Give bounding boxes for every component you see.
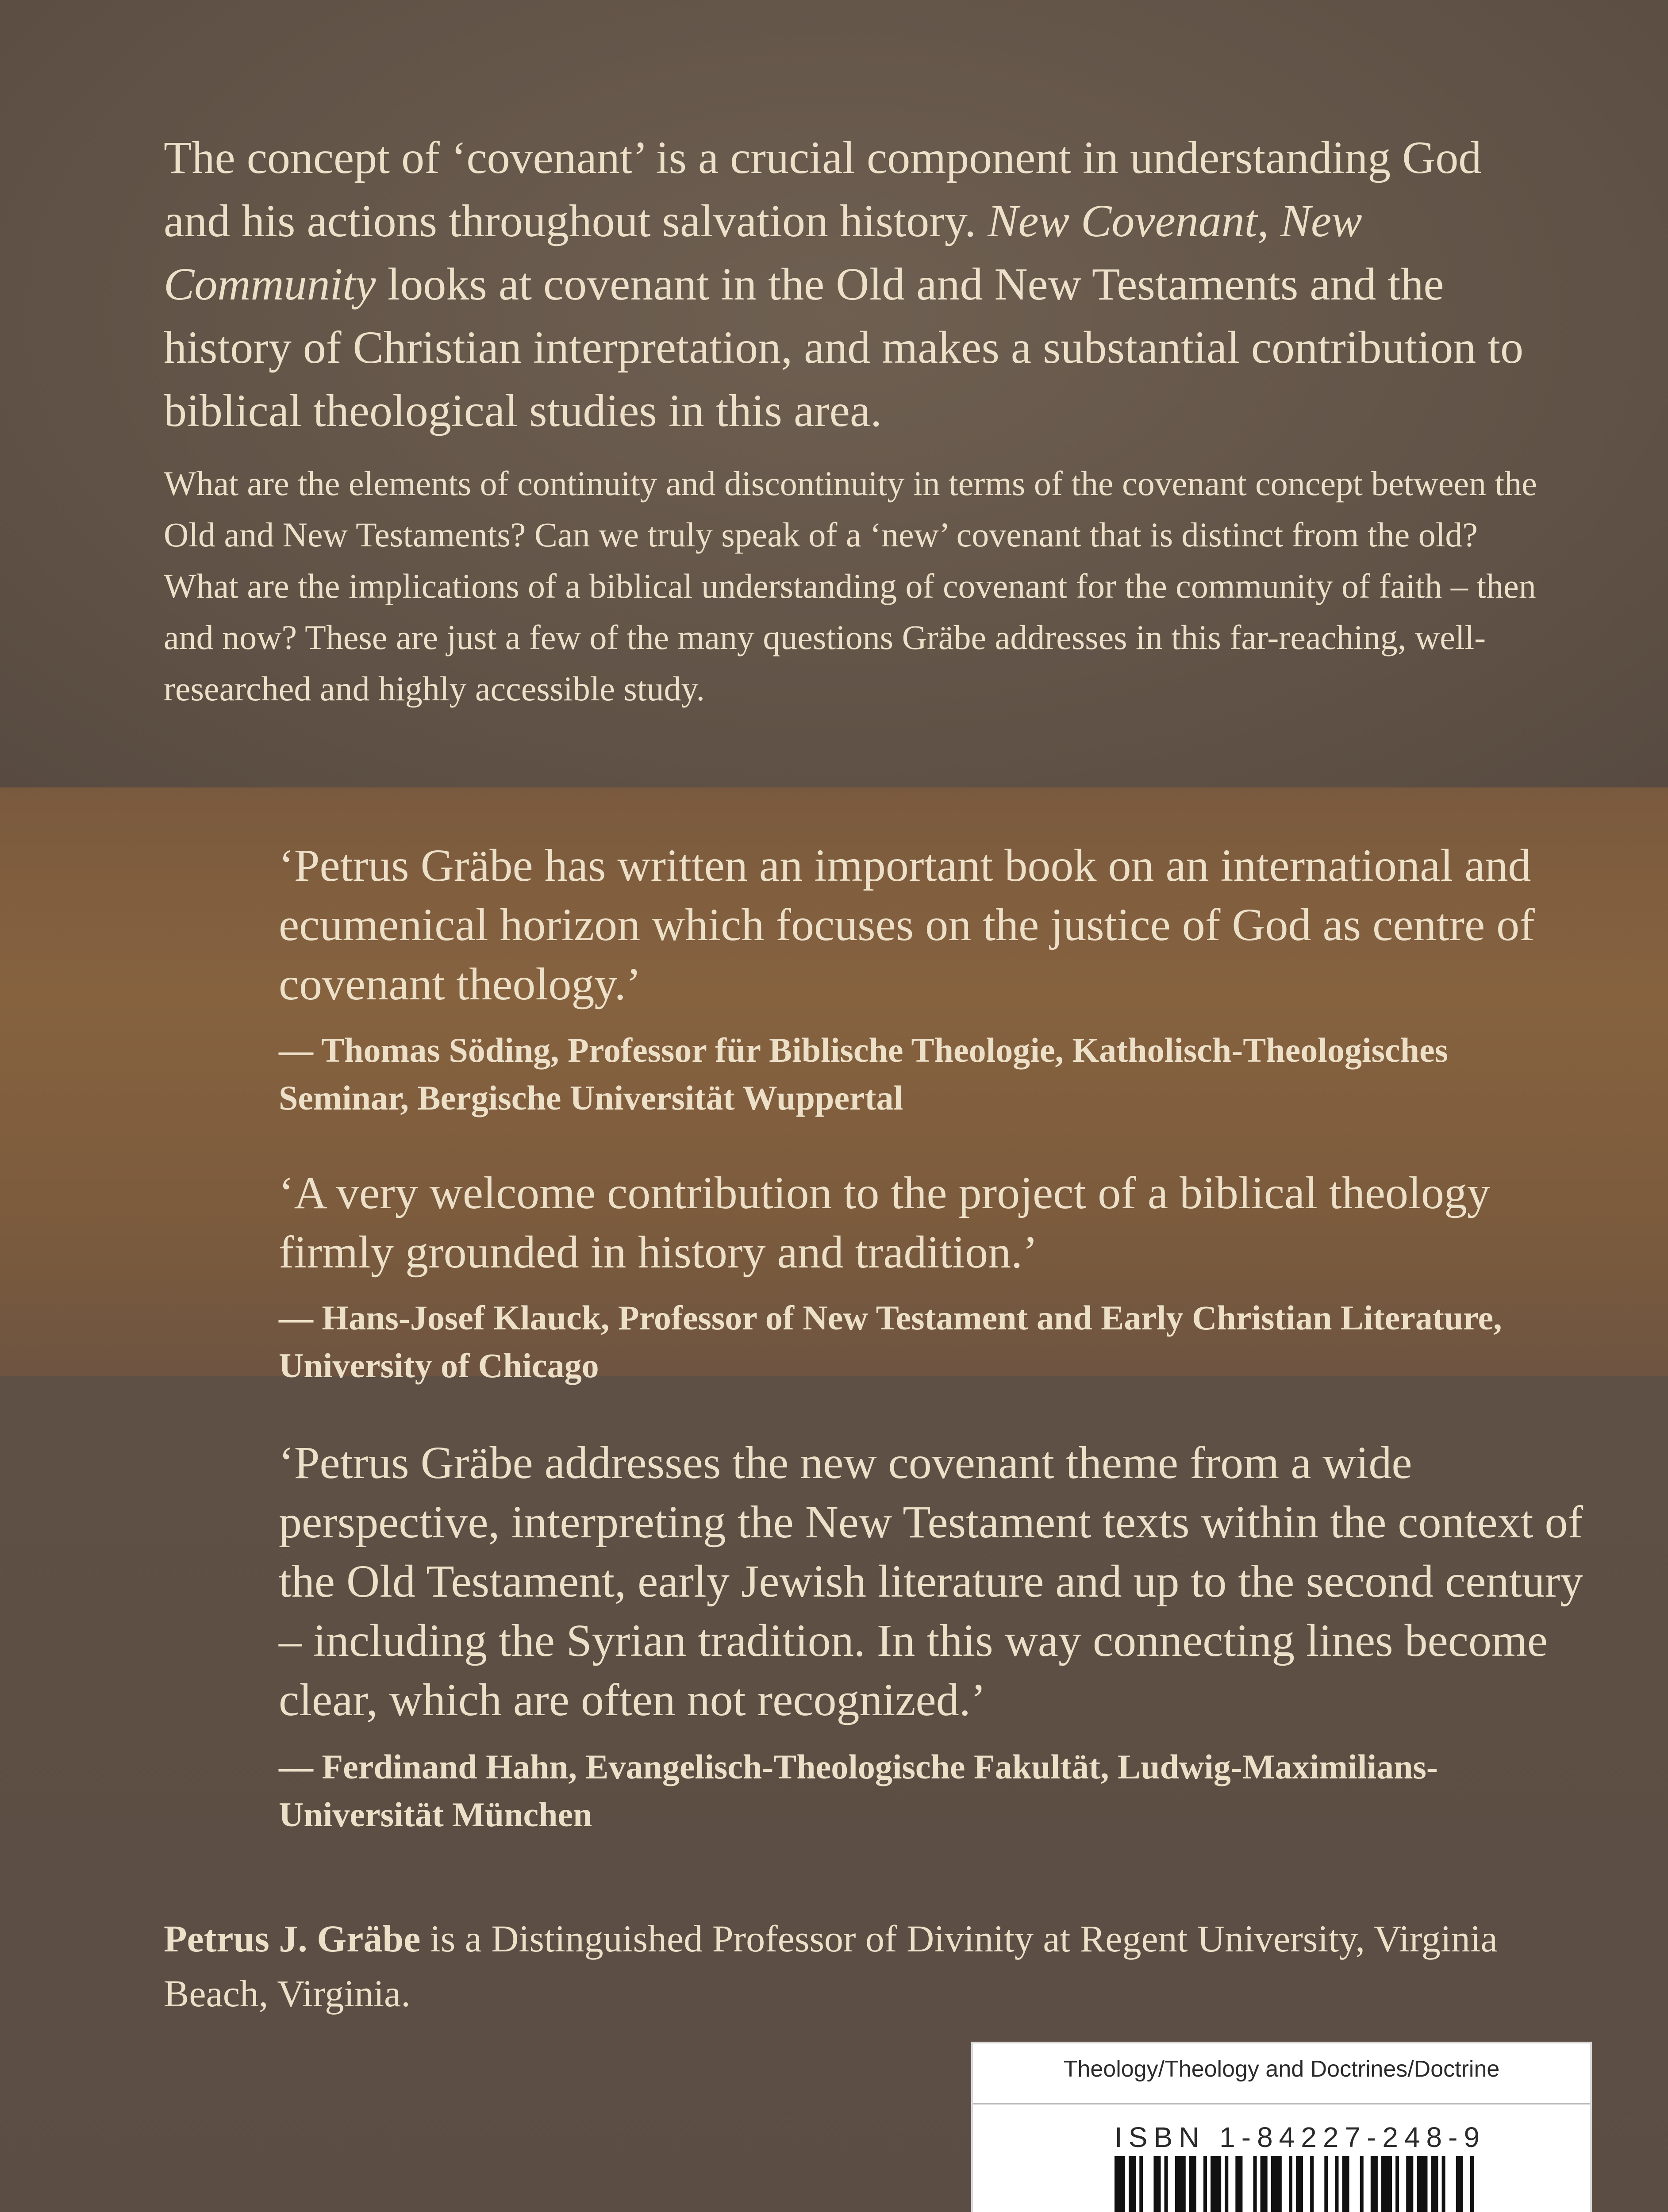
barcode-bar <box>1175 2156 1186 2212</box>
endorsement-attribution-1: — Thomas Söding, Professor für Biblische Theologie, Katholisch-Theologisches Seminar, Bergische Universität Wuppertal <box>279 1031 1448 1117</box>
author-name: Petrus J. Gräbe <box>164 1917 421 1960</box>
barcode-bar <box>1342 2156 1349 2212</box>
intro-text-start: The concept of ‘covenant’ is a crucial component in understanding God and his actions throughout salvation history. <box>164 132 1482 246</box>
barcode-bar <box>1271 2156 1282 2212</box>
endorsement-attribution-2: — Hans-Josef Klauck, Professor of New Testament and Early Christian Literature, University of Chicago <box>279 1298 1502 1385</box>
barcode-bar <box>1406 2156 1413 2212</box>
barcode-bar <box>1129 2156 1136 2212</box>
endorsement-quote-1: ‘Petrus Gräbe has written an important book on an international and ecumenical horizon which focuses on the justice of God as centre of covenant theology.’ <box>279 840 1535 1010</box>
barcode-bar <box>1381 2156 1392 2212</box>
endorsement-quote-2: ‘A very welcome contribution to the project of a biblical theology firmly grounded in history and tradition.’ <box>279 1167 1490 1278</box>
intro-paragraph <box>164 126 1544 442</box>
endorsement-attribution-3: — Ferdinand Hahn, Evangelisch-Theologische Fakultät, Ludwig-Maximilians-Universität München <box>279 1747 1438 1834</box>
barcode-bar <box>1153 2156 1161 2212</box>
barcode-bar <box>1139 2156 1143 2212</box>
barcode-bar <box>1470 2156 1474 2212</box>
barcode-bar <box>1115 2156 1125 2212</box>
isbn-label: ISBN 1-84227-248-9 <box>1115 2121 1486 2153</box>
barcode-bar <box>1189 2156 1196 2212</box>
barcode-bar <box>1371 2156 1378 2212</box>
author-bio-text: is a Distinguished Professor of Divinity at Regent University, Virginia Beach, Virginia. <box>164 1917 1498 2015</box>
barcode-bar <box>1296 2156 1303 2212</box>
barcode-bar <box>1442 2156 1445 2212</box>
barcode-panel <box>971 2042 1592 2212</box>
barcode-bar <box>1225 2156 1228 2212</box>
barcode-bar <box>1360 2156 1364 2212</box>
subject-category: Theology/Theology and Doctrines/Doctrine <box>1063 2056 1500 2082</box>
barcode-bar <box>1324 2156 1328 2212</box>
intro-text-end: looks at covenant in the Old and New Testaments and the history of Christian interpretation, and makes a substantial contribution to biblical theological studies in this area. <box>164 259 1524 436</box>
barcode-bar <box>1310 2156 1314 2212</box>
barcode-bar <box>1211 2156 1221 2212</box>
questions-paragraph: What are the elements of continuity and discontinuity in terms of the covenant concept between the Old and New Testaments? Can we truly speak of a ‘new’ covenant that is distinct from the old? What are the implications of a biblical understanding of covenant for the community of faith – then and now? These are just a few of the many questions Gräbe addresses in this far-reaching, well-researched and highly accessible study. <box>164 464 1537 708</box>
barcode-bar <box>1289 2156 1292 2212</box>
endorsement-quote-3: ‘Petrus Gräbe addresses the new covenant theme from a wide perspective, interpreting the New Testament texts within the context of the Old Testament, early Jewish literature and up to the second century – including the Syrian tradition. In this way connecting lines become clear, which are often not recognized.’ <box>279 1437 1583 1725</box>
barcode-bar <box>1203 2156 1207 2212</box>
barcode-bar <box>1395 2156 1399 2212</box>
barcode-bar <box>1456 2156 1463 2212</box>
barcode-bar <box>1165 2156 1168 2212</box>
barcode-bar <box>1431 2156 1438 2212</box>
barcode-bar <box>1253 2156 1257 2212</box>
barcode-bar <box>1417 2156 1427 2212</box>
barcode-icon <box>1115 2156 1477 2212</box>
author-bio <box>164 1911 1544 2021</box>
barcode-bar <box>1235 2156 1242 2212</box>
book-title: New Covenant, New Community <box>164 196 1362 310</box>
barcode-divider-top <box>973 2103 1590 2104</box>
barcode-bar <box>1261 2156 1268 2212</box>
barcode-bar <box>1335 2156 1338 2212</box>
